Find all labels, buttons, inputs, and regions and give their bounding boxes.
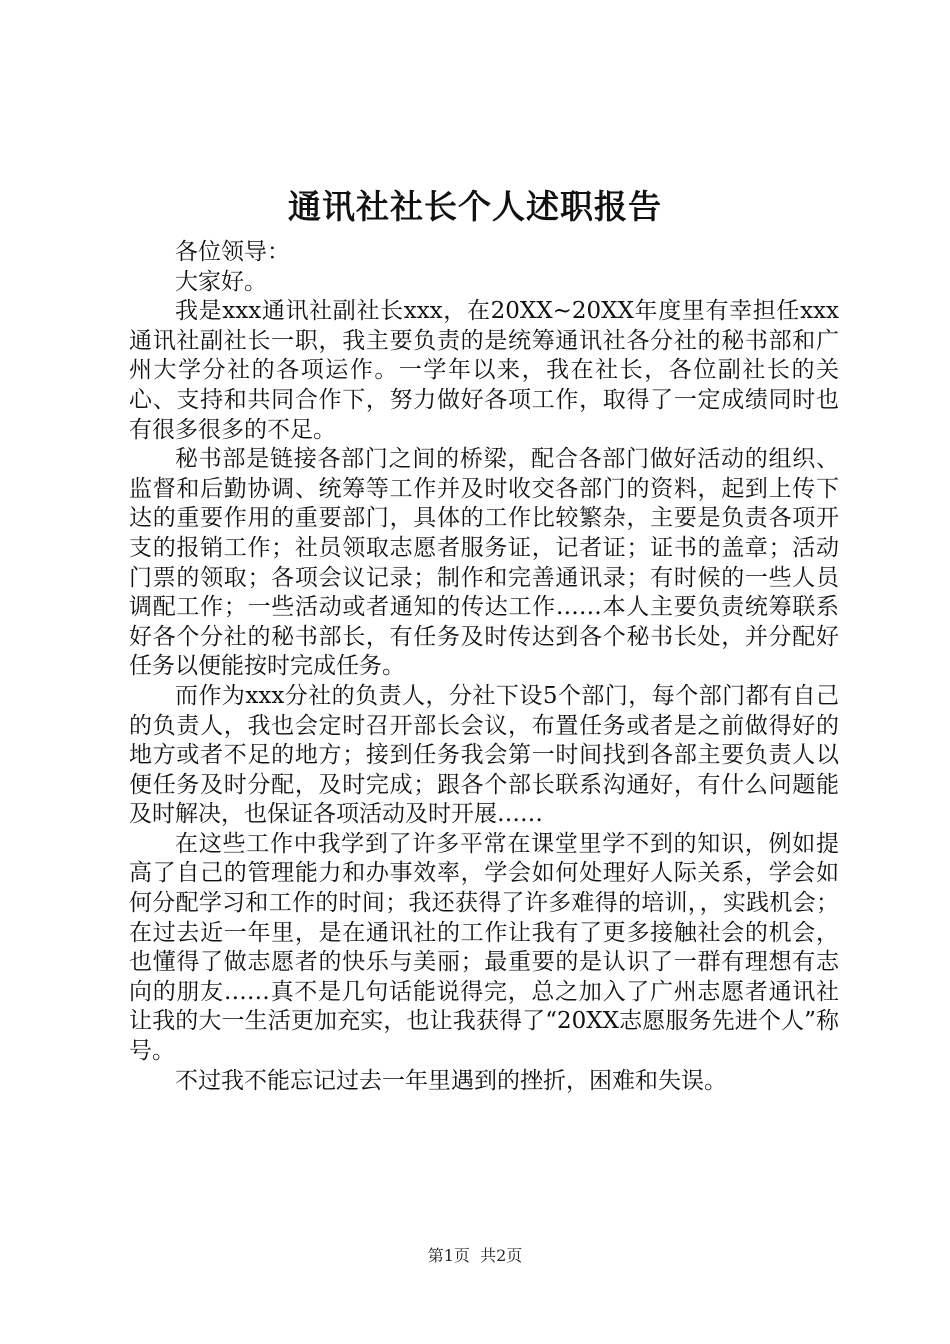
body-paragraph-learning: 在这些工作中我学到了许多平常在课堂里学不到的知识，例如提高了自己的管理能力和办事效率，学会如何处理好人际关系，学会如何分配学习和工作的时间；我还获得了许多难得的培训，，实践机会；在过去近一年里，是在通讯社的工作让我有了更多接触社会的机会，也懂得了做志愿者的快乐与美丽；最重要的是认识了一群有理想有志向的朋友……真不是几句话能说得完，总之加入了广州志愿者通讯社让我的大一生活更加充实，也让我获得了“20XX志愿服务先进个人”称号。 bbox=[129, 830, 839, 1065]
body-paragraph-intro: 我是xxx通讯社副社长xxx，在20XX~20XX年度里有幸担任xxx通讯社副社长一职，我主要负责的是统筹通讯社各分社的秘书部和广州大学分社的各项运作。一学年以来，我在社长，各位副社长的关心、支持和共同合作下，努力做好各项工作，取得了一定成绩同时也有很多很多的不足。 bbox=[129, 298, 839, 443]
salutation: 各位领导： bbox=[175, 239, 290, 265]
page-number: 第1页 bbox=[427, 1246, 470, 1265]
page-total: 共2页 bbox=[480, 1246, 523, 1265]
greeting: 大家好。 bbox=[175, 268, 267, 295]
document-title: 通讯社社长个人述职报告 bbox=[288, 187, 662, 226]
document-body bbox=[129, 238, 839, 1096]
page-footer bbox=[0, 1245, 950, 1267]
body-paragraph-setbacks: 不过我不能忘记过去一年里遇到的挫折，困难和失误。 bbox=[175, 1067, 727, 1094]
body-paragraph-branch: 而作为xxx分社的负责人，分社下设5个部门，每个部门都有自己的负责人，我也会定时召开部长会议，布置任务或者是之前做得好的地方或者不足的地方；接到任务我会第一时间找到各部主要负责人以便任务及时分配，及时完成；跟各个部长联系沟通好，有什么问题能及时解决，也保证各项活动及时开展…… bbox=[129, 682, 839, 828]
body-paragraph-secretariat: 秘书部是链接各部门之间的桥梁，配合各部门做好活动的组织、监督和后勤协调、统筹等工作并及时收交各部门的资料，起到上传下达的重要作用的重要部门，具体的工作比较繁杂，主要是负责各项开支的报销工作；社员领取志愿者服务证，记者证；证书的盖章；活动门票的领取；各项会议记录；制作和完善通讯录；有时候的一些人员调配工作；一些活动或者通知的传达工作……本人主要负责统筹联系好各个分社的秘书部长，有任务及时传达到各个秘书长处，并分配好任务以便能按时完成任务。 bbox=[129, 446, 839, 680]
